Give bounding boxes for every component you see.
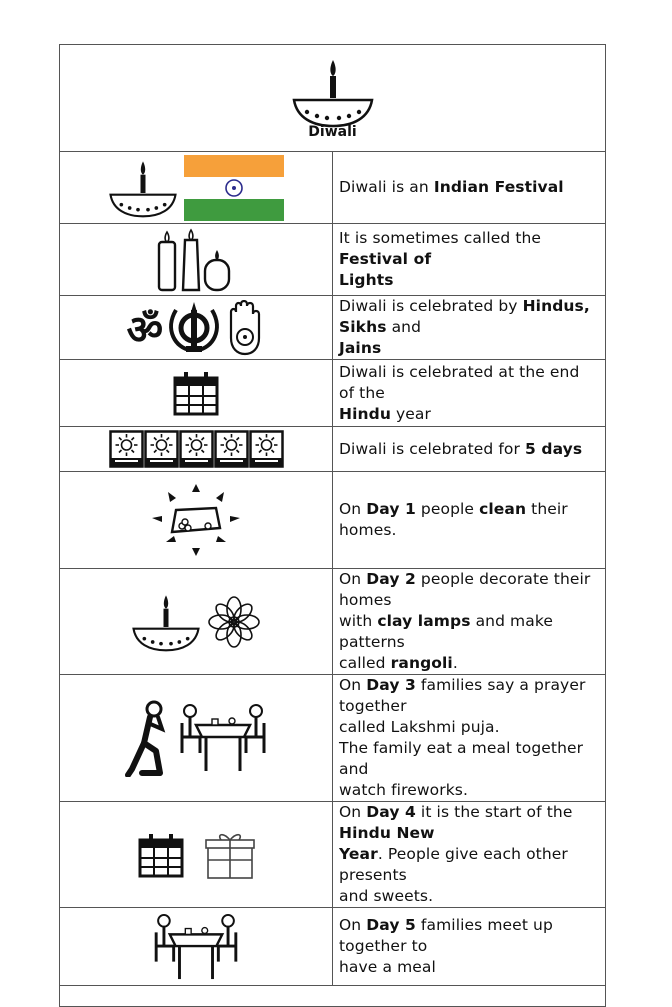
text-line bbox=[339, 177, 599, 198]
bold-text: 5 days bbox=[525, 439, 583, 458]
row-3-icons bbox=[60, 296, 333, 360]
india-flag-icon bbox=[184, 155, 284, 221]
bold-text: Day 5 bbox=[366, 916, 416, 934]
text-segment: year bbox=[390, 404, 431, 423]
text-line bbox=[339, 569, 599, 611]
bold-text: clay lamps bbox=[377, 612, 471, 630]
text-line bbox=[339, 439, 599, 460]
text-segment: called bbox=[339, 654, 391, 672]
row-1-text bbox=[333, 152, 606, 224]
row-9-icons bbox=[60, 802, 333, 908]
text-segment: people decorate their homes bbox=[339, 570, 591, 609]
text-line bbox=[339, 717, 599, 738]
text-line bbox=[339, 844, 599, 886]
row-5-icons bbox=[60, 427, 333, 472]
diya-lamp-icon bbox=[291, 56, 375, 128]
row-day-3 bbox=[60, 675, 606, 802]
header-cell bbox=[60, 45, 606, 152]
header-row bbox=[60, 45, 606, 152]
row-6-icons bbox=[60, 472, 333, 569]
text-segment: and bbox=[386, 318, 422, 336]
row-7-text bbox=[333, 569, 606, 675]
text-segment: it is the start of the bbox=[415, 803, 573, 821]
candles-icon bbox=[155, 228, 237, 292]
day-sun-icon bbox=[249, 430, 284, 468]
bold-text: rangoli bbox=[390, 654, 453, 672]
bold-text: Day 4 bbox=[366, 803, 416, 821]
text-line bbox=[339, 611, 599, 653]
text-segment: families say a prayer together bbox=[339, 676, 586, 715]
row-day-2 bbox=[60, 569, 606, 675]
bold-text: Hindu bbox=[339, 404, 391, 423]
day-sun-icon bbox=[214, 430, 249, 468]
cleaning-icon bbox=[148, 480, 244, 560]
row-8-icons bbox=[60, 675, 333, 802]
day-sun-icon bbox=[109, 430, 144, 468]
page-title: Diwali bbox=[308, 124, 357, 140]
row-10-icons bbox=[60, 908, 333, 986]
text-line bbox=[339, 780, 599, 801]
row-7-icons bbox=[60, 569, 333, 675]
bold-text: Day 1 bbox=[366, 500, 416, 518]
row-festival-of-lights bbox=[60, 224, 606, 296]
row-day-5 bbox=[60, 908, 606, 986]
bold-text: Hindus, Sikhs bbox=[339, 297, 590, 336]
text-segment: . People give each other presents bbox=[339, 845, 568, 884]
text-segment: called Lakshmi puja. bbox=[339, 718, 500, 736]
text-line bbox=[339, 886, 599, 907]
bold-text: clean bbox=[479, 500, 527, 518]
text-segment: On bbox=[339, 916, 367, 934]
day-sun-icon bbox=[179, 430, 214, 468]
bold-text: Hindu New bbox=[339, 824, 435, 842]
footer-cell bbox=[60, 986, 606, 1007]
family-meal-icon bbox=[151, 913, 241, 981]
text-segment: their homes. bbox=[339, 500, 568, 539]
praying-person-icon bbox=[124, 699, 172, 777]
text-segment: On bbox=[339, 676, 367, 694]
family-meal-icon bbox=[178, 703, 268, 773]
text-segment: Diwali is an bbox=[339, 178, 434, 196]
text-segment: people bbox=[415, 500, 480, 518]
diya-lamp-icon bbox=[131, 592, 201, 652]
calendar-icon bbox=[137, 832, 185, 878]
text-segment: Diwali is celebrated for bbox=[339, 439, 525, 458]
text-line bbox=[339, 228, 599, 270]
row-4-icons bbox=[60, 360, 333, 427]
text-segment: with bbox=[339, 612, 378, 630]
row-day-1 bbox=[60, 472, 606, 569]
row-2-text bbox=[333, 224, 606, 296]
row-2-icons bbox=[60, 224, 333, 296]
present-icon bbox=[205, 830, 255, 880]
text-segment: On bbox=[339, 500, 367, 518]
row-9-text bbox=[333, 802, 606, 908]
calendar-icon bbox=[172, 370, 220, 416]
footer-row bbox=[60, 986, 606, 1007]
row-1-icons bbox=[60, 152, 333, 224]
text-segment: It is sometimes called the bbox=[339, 229, 542, 247]
text-line bbox=[339, 915, 599, 957]
text-segment: . bbox=[452, 654, 458, 672]
text-line bbox=[339, 738, 599, 780]
text-segment: and sweets. bbox=[339, 887, 434, 905]
text-segment: On bbox=[339, 803, 367, 821]
text-line bbox=[339, 296, 599, 338]
day-sun-icon bbox=[144, 430, 179, 468]
khanda-icon bbox=[168, 300, 220, 356]
text-line bbox=[339, 338, 599, 359]
text-line bbox=[339, 957, 599, 978]
text-segment: Diwali is celebrated by bbox=[339, 297, 523, 315]
row-day-4 bbox=[60, 802, 606, 908]
bold-text: Indian Festival bbox=[433, 178, 564, 196]
text-line bbox=[339, 404, 599, 425]
text-line bbox=[339, 270, 599, 291]
bold-text: Lights bbox=[339, 271, 394, 289]
text-line bbox=[339, 653, 599, 674]
text-segment: families meet up together to bbox=[339, 916, 553, 955]
row-end-of-year bbox=[60, 360, 606, 427]
text-line bbox=[339, 802, 599, 844]
row-8-text bbox=[333, 675, 606, 802]
rangoli-icon bbox=[207, 595, 261, 649]
bold-text: Day 2 bbox=[366, 570, 416, 588]
text-segment: and make patterns bbox=[339, 612, 554, 651]
text-segment: watch fireworks. bbox=[339, 781, 468, 799]
text-line bbox=[339, 499, 599, 541]
row-10-text bbox=[333, 908, 606, 986]
text-line bbox=[339, 362, 599, 404]
text-segment: The family eat a meal together and bbox=[339, 739, 584, 778]
row-3-text bbox=[333, 296, 606, 360]
bold-text: Day 3 bbox=[366, 676, 416, 694]
text-segment: Diwali is celebrated at the end of the bbox=[339, 362, 580, 402]
diwali-table bbox=[59, 44, 606, 1007]
diya-lamp-icon bbox=[108, 157, 178, 219]
jain-hand-icon bbox=[225, 300, 265, 356]
row-indian-festival bbox=[60, 152, 606, 224]
text-segment: On bbox=[339, 570, 367, 588]
om-icon: ॐ bbox=[126, 307, 164, 353]
row-five-days bbox=[60, 427, 606, 472]
bold-text: Year bbox=[339, 845, 378, 863]
bold-text: Jains bbox=[339, 339, 382, 357]
bold-text: Festival of bbox=[339, 250, 432, 268]
row-religions bbox=[60, 296, 606, 360]
row-6-text bbox=[333, 472, 606, 569]
text-segment: have a meal bbox=[339, 958, 436, 976]
text-line bbox=[339, 675, 599, 717]
row-4-text bbox=[333, 360, 606, 427]
row-5-text bbox=[333, 427, 606, 472]
